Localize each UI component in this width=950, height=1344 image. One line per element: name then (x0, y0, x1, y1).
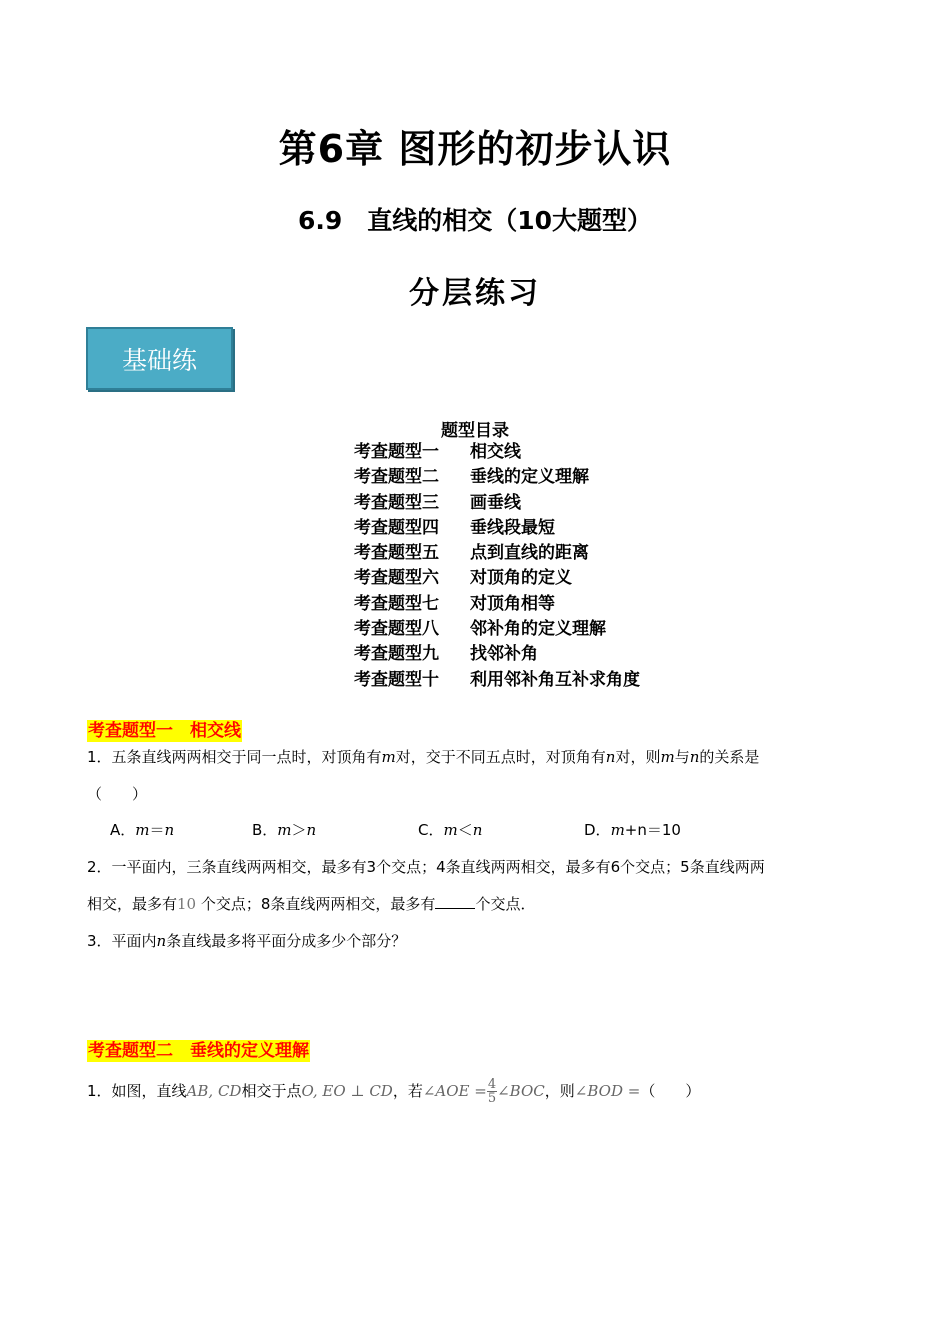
toc-item-type: 考查题型四 (354, 517, 439, 538)
math-var: n (689, 748, 700, 766)
toc-item (354, 592, 640, 617)
question-text: ，则 (544, 1082, 575, 1100)
toc-item-topic: 对顶角相等 (470, 593, 555, 614)
toc-item-type: 考查题型一 (354, 442, 439, 462)
option-label: C． (418, 821, 444, 839)
question-3 (87, 930, 406, 952)
question-text: 对，则 (615, 748, 661, 766)
math-op: ＞ (291, 821, 307, 839)
fraction-denominator: 5 (487, 1091, 497, 1106)
toc-item (354, 541, 640, 566)
toc-item-type: 考查题型二 (354, 467, 439, 488)
toc-item-topic: 垂线的定义理解 (470, 467, 589, 488)
math-expr: AB, CD (186, 1082, 242, 1100)
toc-item (354, 642, 640, 667)
toc-item-topic: 邻补角的定义理解 (470, 619, 606, 640)
option-b[interactable] (252, 819, 316, 841)
option-label: D． (584, 821, 611, 839)
toc-item-type: 考查题型五 (354, 543, 439, 564)
math-var: m (443, 821, 458, 839)
toc-item (354, 516, 640, 541)
question-2-line-1: 2．一平面内，三条直线两两相交，最多有3个交点；4条直线两两相交，最多有6个交点；5条直线两两 (87, 858, 765, 876)
option-label: B． (252, 821, 278, 839)
math-expr: ∠AOE = (422, 1082, 487, 1100)
answer-paren: （ ） (87, 785, 148, 803)
math-var: n (472, 821, 483, 839)
question-text: 的关系是 (699, 748, 760, 766)
question-2-line-2 (87, 892, 535, 915)
question-1-stem (87, 746, 759, 768)
math-var: n (164, 821, 175, 839)
subtitle: 分层练习 (409, 276, 541, 311)
math-var: m (660, 748, 675, 766)
toc-item-topic: 垂线段最短 (470, 517, 555, 538)
math-expr: ∠BOC (497, 1082, 545, 1100)
math-op: ＜ (457, 821, 473, 839)
toc-item (354, 566, 640, 591)
question-text: 与 (674, 748, 690, 766)
toc-item-topic: 点到直线的距离 (470, 543, 589, 564)
question-2-1 (87, 1078, 700, 1105)
toc-item-type: 考查题型十 (354, 669, 439, 690)
math-expr: O, EO ⊥ CD (301, 1082, 393, 1100)
question-text: 3．平面内 (87, 932, 157, 950)
toc-item-topic: 利用邻补角互补求角度 (470, 669, 640, 690)
question-text: 相交于点 (241, 1082, 302, 1100)
math-var: m (277, 821, 292, 839)
math-op: + (624, 821, 638, 839)
math-var: n (306, 821, 317, 839)
toc-item-type: 考查题型八 (354, 619, 439, 640)
math-var: n (156, 932, 167, 950)
question-text: 1．如图，直线 (87, 1082, 187, 1100)
chapter-title: 第6章 图形的初步认识 (278, 127, 672, 171)
option-d[interactable] (584, 819, 681, 841)
math-expr: ∠BOD = (574, 1082, 641, 1100)
toc-item (354, 440, 640, 465)
math-var: m (610, 821, 625, 839)
toc-item-type: 考查题型六 (354, 568, 439, 589)
math-var: m (135, 821, 150, 839)
math-var: n (605, 748, 616, 766)
question-text: 对，交于不同五点时，对顶角有 (395, 748, 606, 766)
toc-item-type: 考查题型九 (354, 644, 439, 665)
toc-item-type: 考查题型七 (354, 593, 439, 614)
toc-item (354, 465, 640, 490)
fraction-numerator: 4 (487, 1077, 497, 1092)
toc-item-topic: 对顶角的定义 (470, 568, 572, 589)
toc-list (354, 440, 640, 693)
option-a[interactable] (110, 819, 174, 841)
section-title: 6.9 直线的相交（10大题型） (297, 206, 653, 235)
math-fraction (487, 1078, 497, 1105)
toc-item (354, 668, 640, 693)
math-expr: n＝10 (637, 821, 681, 839)
level-badge-label: 基础练 (121, 345, 197, 375)
toc-item (354, 491, 640, 516)
section-heading-2: 考查题型二 垂线的定义理解 (88, 1041, 309, 1061)
question-text: 1．五条直线两两相交于同一点时，对顶角有 (87, 748, 382, 766)
question-text: 个交点；8条直线两两相交，最多有 (196, 895, 436, 913)
math-op: ＝ (149, 821, 165, 839)
option-c[interactable] (418, 819, 482, 841)
toc-item (354, 617, 640, 642)
toc-item-topic: 找邻补角 (470, 644, 538, 665)
toc-item-type: 考查题型三 (354, 492, 439, 513)
question-text: 个交点． (475, 895, 536, 913)
math-number: 10 (177, 895, 197, 913)
question-text: 相交，最多有 (87, 895, 178, 913)
math-var: m (381, 748, 396, 766)
option-label: A． (110, 821, 136, 839)
answer-paren: （ ） (640, 1082, 701, 1100)
question-text: 条直线最多将平面分成多少个部分？ (166, 932, 407, 950)
answer-blank[interactable] (435, 892, 475, 909)
toc-item-topic: 画垂线 (470, 492, 521, 513)
toc-item-topic: 相交线 (470, 442, 521, 462)
level-badge (86, 327, 233, 390)
section-heading-1: 考查题型一 相交线 (88, 721, 241, 741)
toc-title: 题型目录 (441, 421, 509, 441)
question-text: ，若 (392, 1082, 423, 1100)
